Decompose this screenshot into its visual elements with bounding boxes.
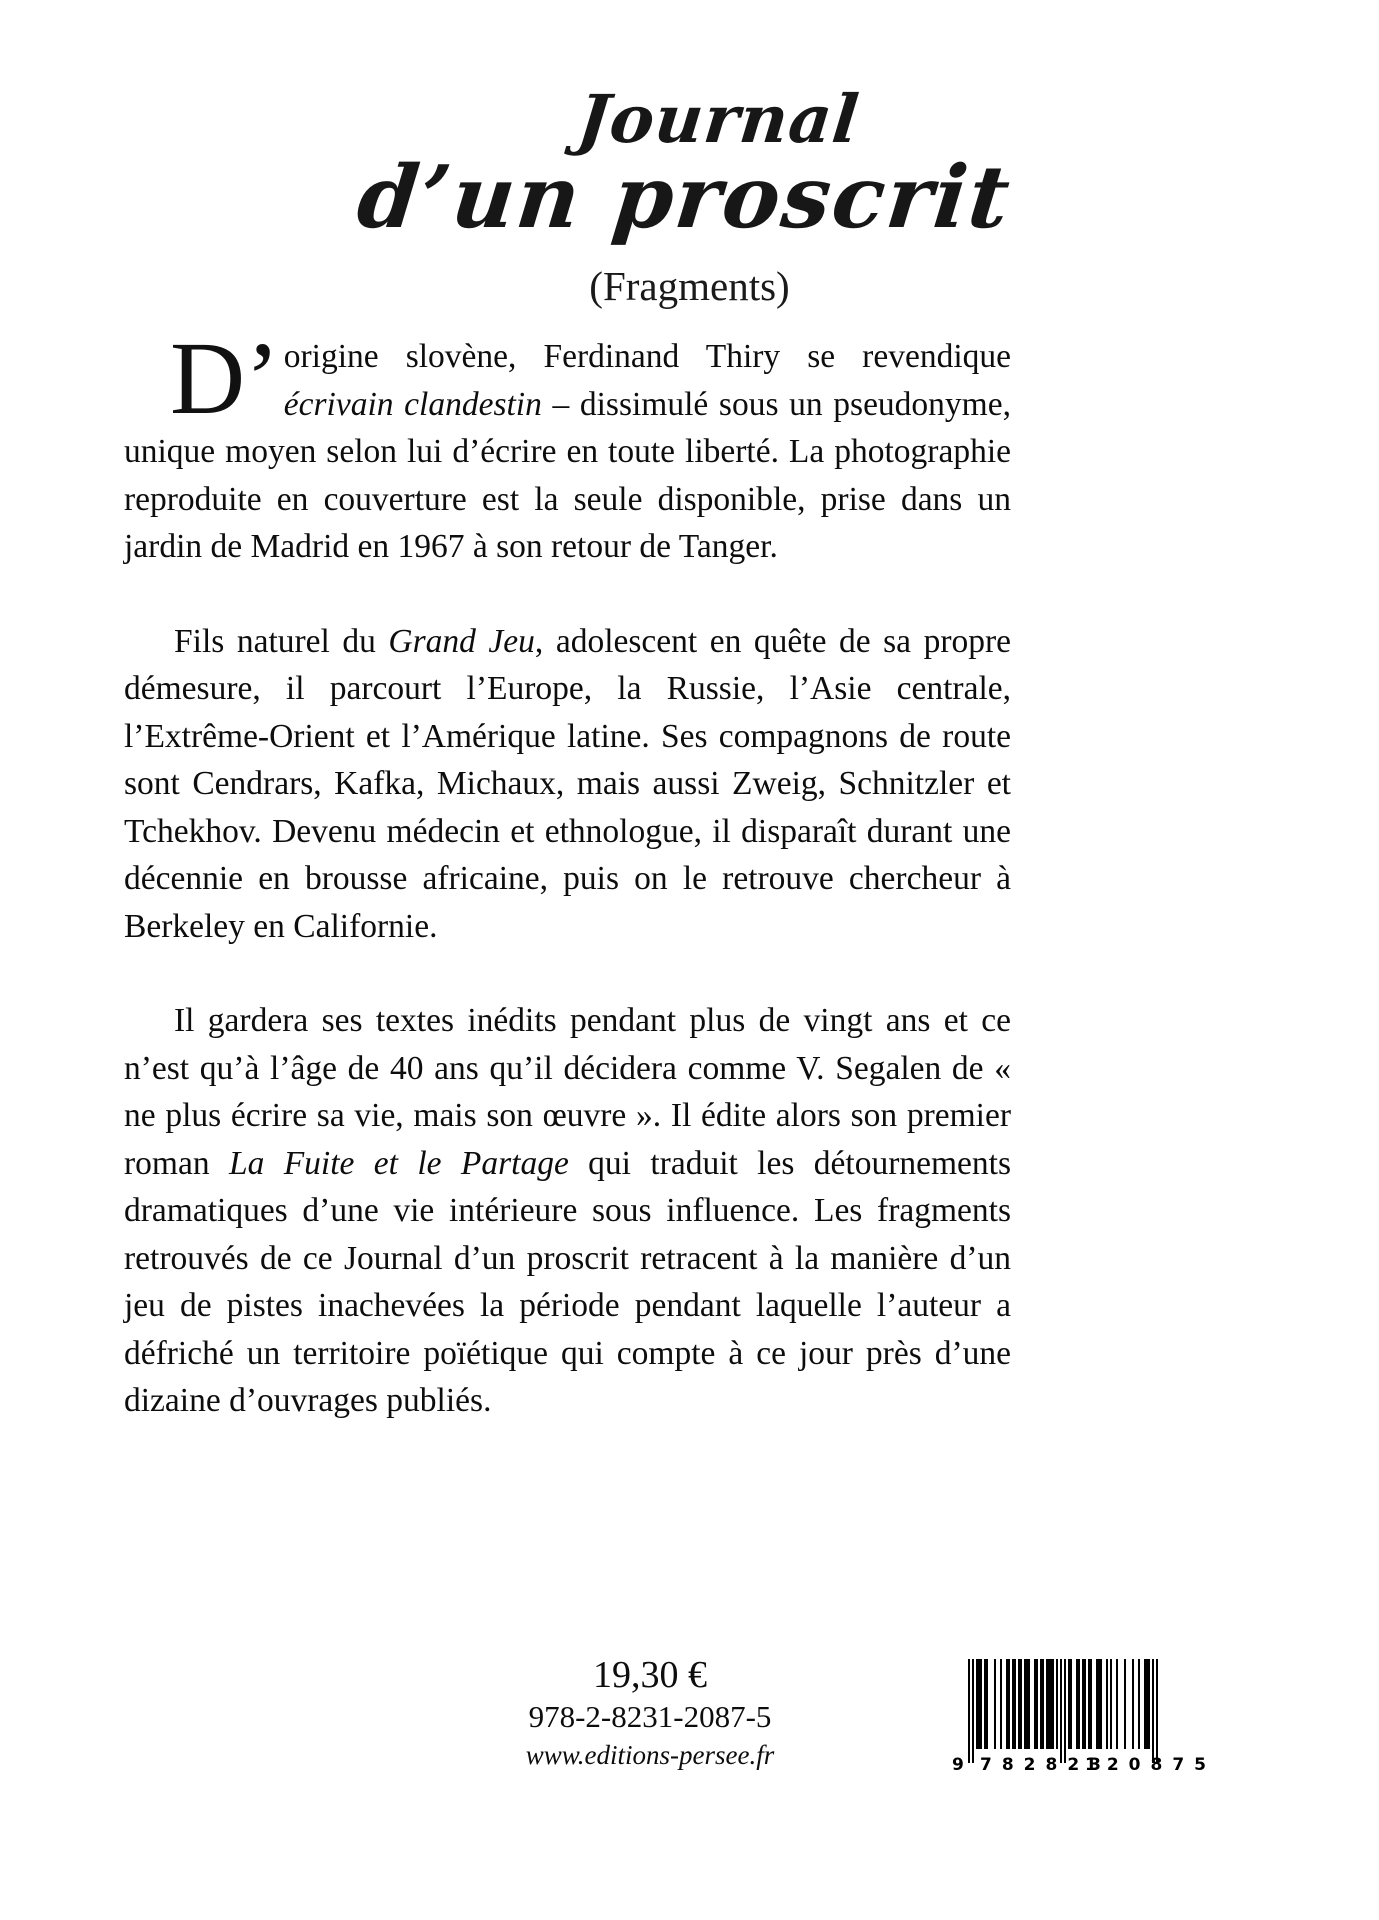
barcode-digits — [950, 1755, 1216, 1781]
blurb-paragraph-2 — [124, 618, 1011, 951]
barcode-digit-left: 9 — [952, 1755, 964, 1775]
barcode-digit-group-2: 120875 — [1085, 1755, 1216, 1775]
paragraph-3-emphasis: La Fuite et le Partage — [228, 1144, 569, 1182]
barcode — [950, 1659, 1216, 1794]
blurb-text — [124, 321, 1012, 1425]
paragraph-1-emphasis: écrivain clandestin — [283, 385, 542, 423]
paragraph-2-emphasis: Grand Jeu — [388, 622, 535, 660]
blurb-paragraph-3 — [124, 997, 1011, 1425]
publisher-website: www.editions-persee.fr — [525, 1740, 775, 1770]
barcode-bars — [968, 1659, 1183, 1757]
barcode-bar — [1156, 1659, 1158, 1763]
price-isbn-block — [400, 1654, 900, 1772]
drop-cap: D’ — [170, 321, 280, 436]
price-label: 19,30 € — [593, 1654, 707, 1696]
paragraph-3-lead: Il gardera ses textes inédits pendant plus de vingt ans et ce n’est qu’à l’âge de 40 ans qu’il décidera comme V. Segalen de « ne plus écrire sa vie, mais son œuvre ». Il édite alors son premier roman — [124, 1002, 1011, 1182]
paragraph-1-tail: – dissimulé sous un pseudonyme, unique moyen selon lui d’écrire en toute liberté. La photographie reproduite en couverture est la seule disponible, prise dans un jardin de Madrid en 1967 à son retour de Tanger. — [124, 385, 1011, 565]
barcode-digit-group-1: 782823 — [980, 1755, 1111, 1775]
book-title-line-2: d’un proscrit — [353, 147, 1017, 248]
book-subtitle: (Fragments) — [589, 262, 790, 309]
title-block — [0, 80, 1379, 309]
blurb-paragraph-1 — [124, 321, 1011, 571]
paragraph-3-tail: qui traduit les détournements dramatiques d’une vie intérieure sous influence. Les fragments retrouvés de ce Journal d’un proscrit retracent à la manière d’un jeu de pistes inachevées la période pendant laquelle l’auteur a défriché un territoire poïétique qui compte à ce jour près d’une dizaine d’ouvrages publiés. — [124, 1144, 1011, 1419]
paragraph-2-tail: , adolescent en quête de sa propre démesure, il parcourt l’Europe, la Russie, l’Asie centrale, l’Extrême-Orient et l’Amérique latine. Ses compagnons de route sont Cendrars, Kafka, Michaux, mais aussi Zweig, Schnitzler et Tchekhov. Devenu médecin et ethnologue, il disparaît durant une décennie en brousse africaine, puis on le retrouve chercheur à Berkeley en Californie. — [124, 622, 1012, 945]
paragraph-2-lead: Fils naturel du — [174, 622, 389, 660]
isbn-label: 978-2-8231-2087-5 — [528, 1699, 772, 1734]
footer-block — [0, 1654, 1379, 1814]
barcode-bar — [1046, 1659, 1054, 1749]
paragraph-1-lead: origine slovène, Ferdinand Thiry se revendique — [283, 338, 1011, 375]
book-title-line-1: Journal — [573, 80, 864, 158]
